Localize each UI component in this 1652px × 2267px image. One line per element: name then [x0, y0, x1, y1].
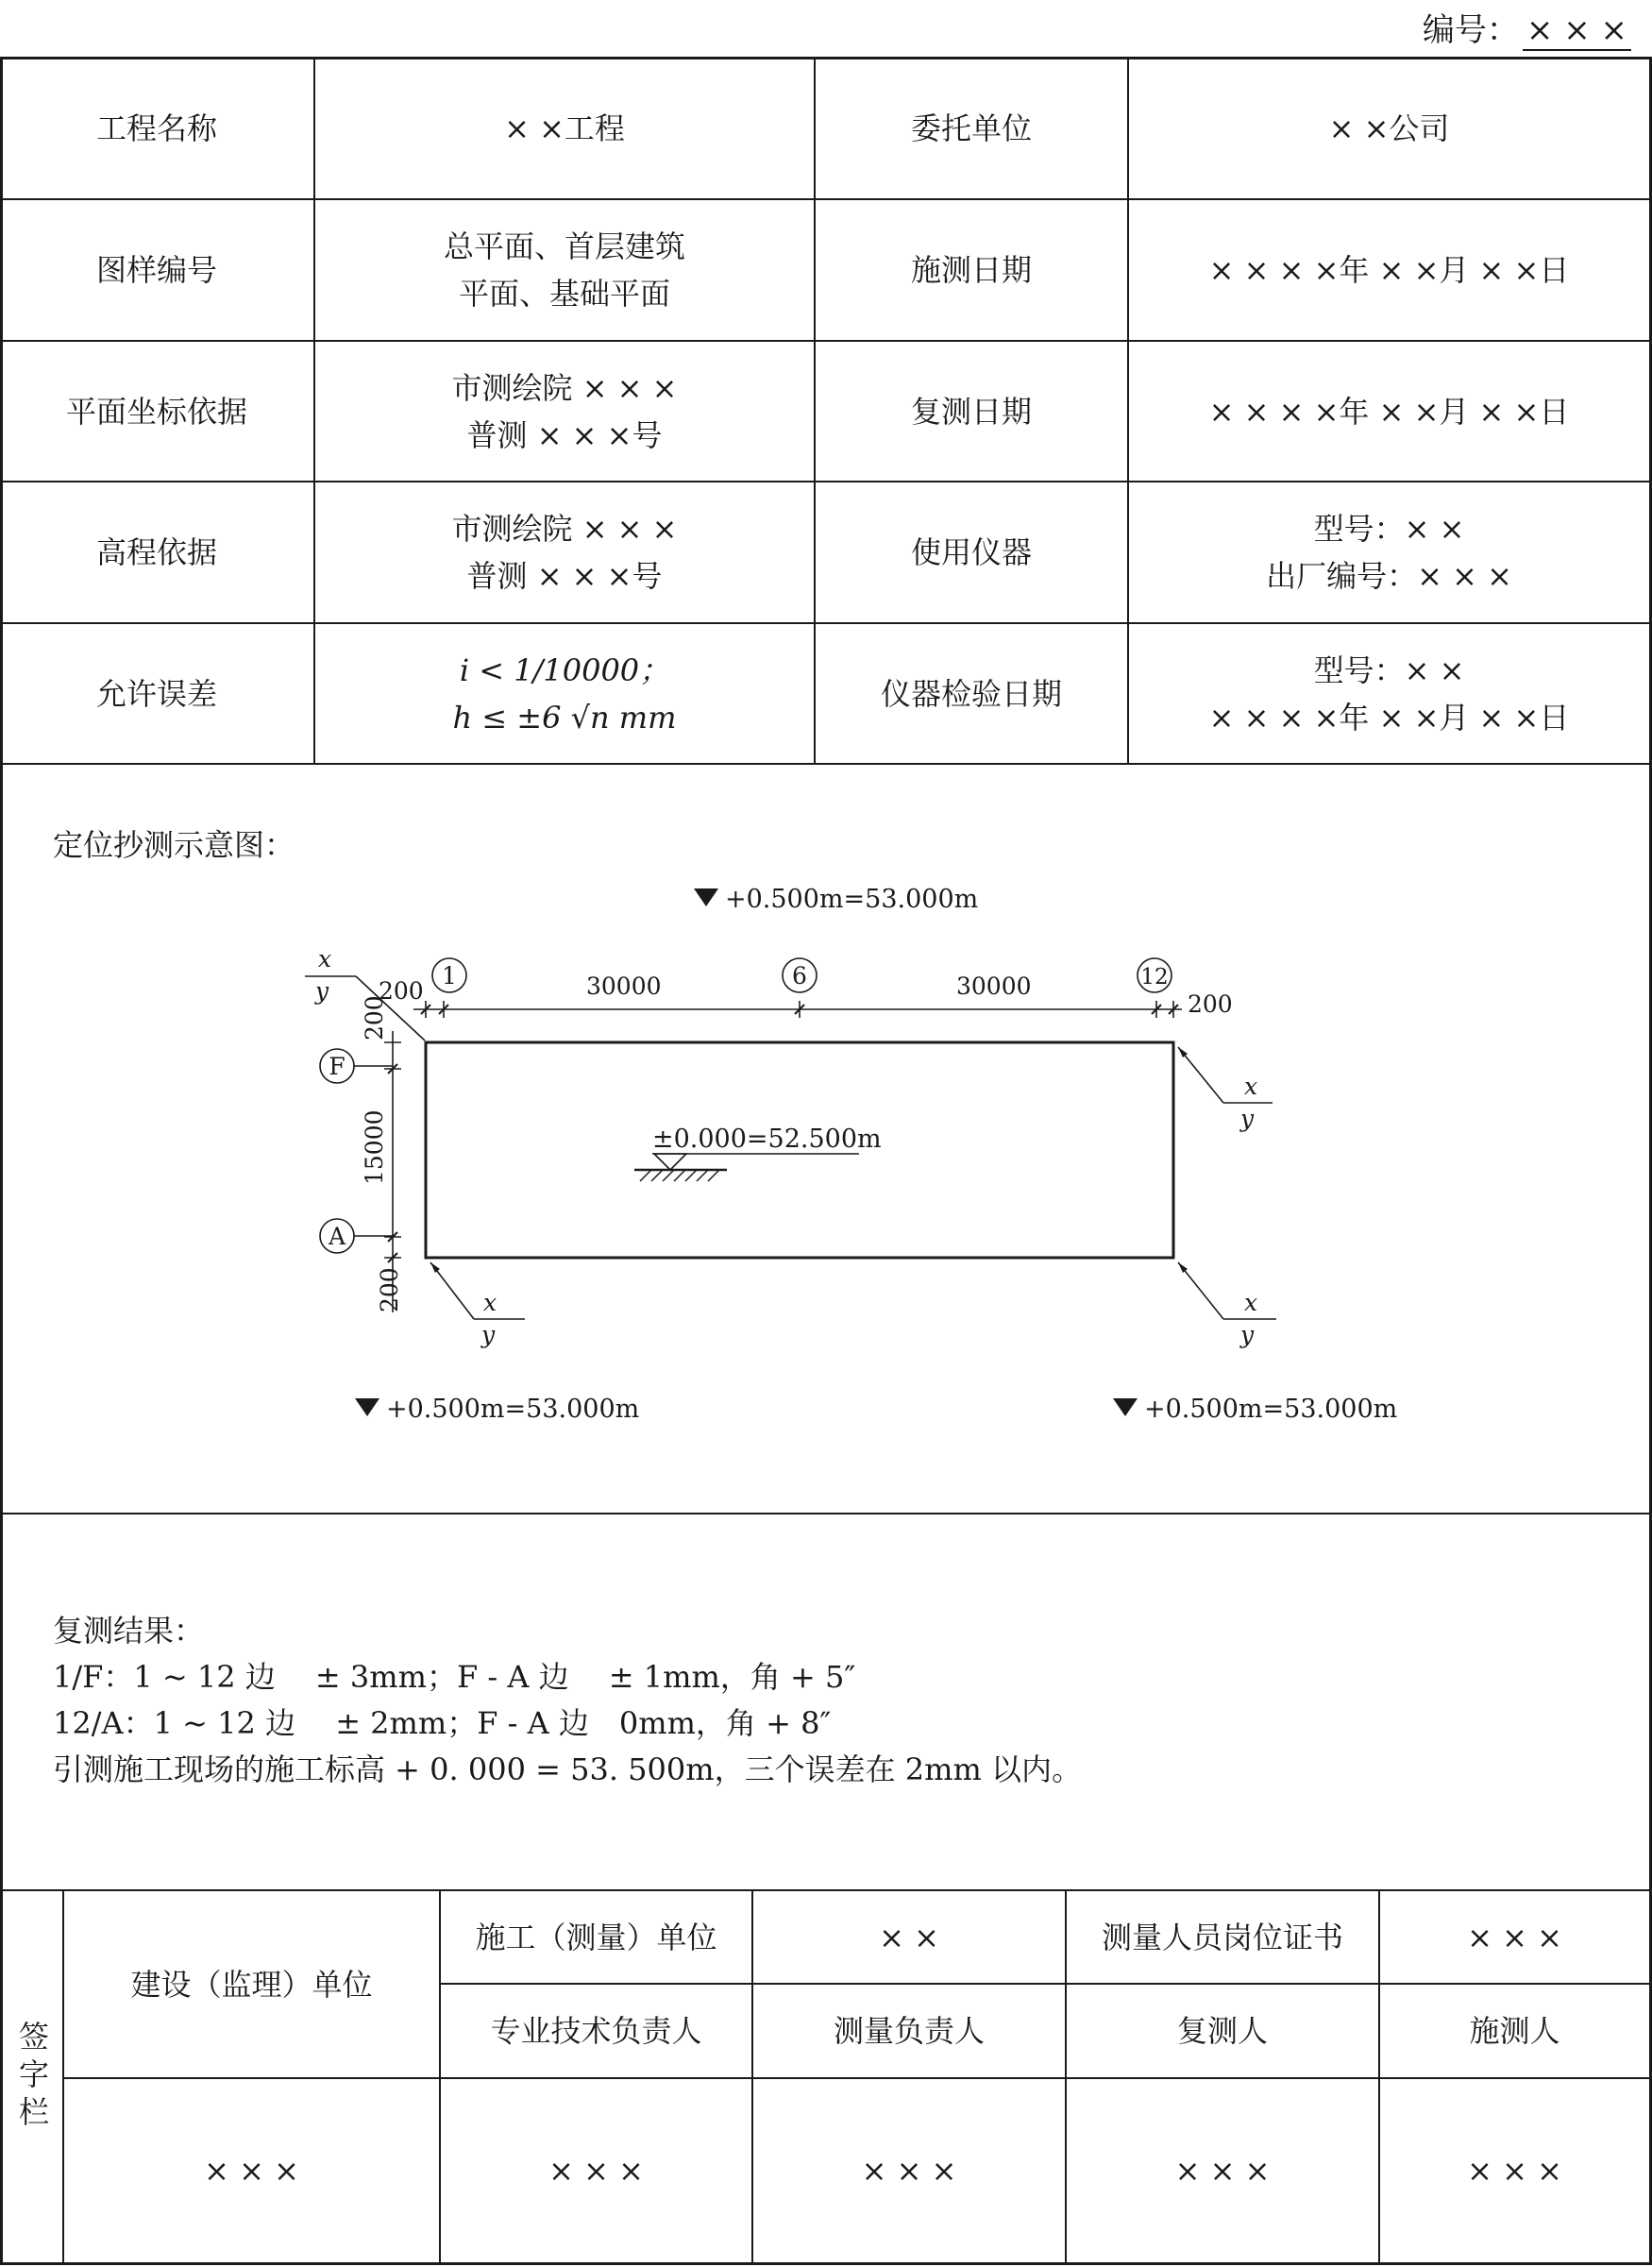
label-calibration-date: 仪器检验日期: [880, 675, 1062, 712]
label-plane-coord-basis: 平面坐标依据: [65, 393, 247, 430]
certificate-value: × × ×: [1467, 1919, 1562, 1955]
label-elevation-basis: 高程依据: [95, 534, 217, 570]
results-line-1: 1/F：1 ~ 12 边 ± 3mm；F - A 边 ± 1mm，角 + 5″: [53, 1659, 856, 1695]
surveyor-signer: × × ×: [1467, 2153, 1562, 2189]
value-plane-coord-basis: 市测绘院 × × × 普测 × × ×号: [451, 369, 678, 453]
elevation-marker-icon: [654, 1154, 686, 1170]
dim-span-1-6: 30000: [586, 973, 662, 1000]
benchmark-bottom-right: +0.500m=53.000m: [1144, 1395, 1398, 1424]
role-surveyor: 施测人: [1469, 2013, 1560, 2049]
value-resurvey-date: × × × ×年 × ×月 × ×日: [1208, 393, 1570, 430]
coord-x-tr: x: [1244, 1073, 1258, 1100]
benchmark-bottom-left: +0.500m=53.000m: [386, 1395, 640, 1424]
axis-label-12: 12: [1140, 965, 1169, 990]
benchmark-triangle-icon: [694, 888, 718, 906]
positioning-diagram: [0, 765, 1652, 1511]
label-tolerance: 允许误差: [95, 675, 217, 712]
coord-x-tl: x: [318, 945, 332, 973]
construction-unit-label: 施工（测量）单位: [475, 1919, 717, 1955]
label-drawing-no: 图样编号: [95, 252, 217, 288]
dim-offset-left: 200: [379, 977, 424, 1005]
coord-y-br: y: [1240, 1321, 1255, 1348]
results-title: 复测结果：: [53, 1613, 205, 1649]
benchmark-top: +0.500m=53.000m: [725, 885, 979, 914]
coord-y-tl: y: [315, 977, 329, 1005]
value-elevation-basis: 市测绘院 × × × 普测 × × ×号: [451, 511, 678, 594]
axis-label-6: 6: [792, 962, 807, 990]
role-resurveyor: 复测人: [1176, 2013, 1268, 2049]
dim-offset-right: 200: [1188, 990, 1233, 1018]
label-resurvey-date: 复测日期: [910, 393, 1032, 430]
dim-offset-bottom: 200: [376, 1267, 403, 1312]
coord-x-br: x: [1244, 1289, 1258, 1316]
value-calibration-date: 型号：× × × × × ×年 × ×月 × ×日: [1208, 651, 1570, 736]
results-line-2: 12/A：1 ~ 12 边 ± 2mm；F - A 边 0mm，角 + 8″: [53, 1705, 832, 1741]
certificate-label: 测量人员岗位证书: [1101, 1919, 1343, 1955]
label-client: 委托单位: [910, 110, 1032, 146]
dim-offset-top: 200: [361, 995, 388, 1040]
diagram-title: 定位抄测示意图：: [53, 827, 295, 863]
value-client: × ×公司: [1328, 110, 1450, 146]
serial-label: 编号：: [1422, 11, 1519, 49]
serial-number: [1423, 4, 1631, 51]
dim-span-F-A: 15000: [361, 1109, 388, 1185]
results-line-3: 引测施工现场的施工标高 + 0. 000 = 53. 500m，三个误差在 2mm 以内。: [53, 1751, 1082, 1787]
owner-unit-label: 建设（监理）单位: [130, 1966, 373, 2003]
value-drawing-no: 总平面、首层建筑 平面、基础平面: [443, 228, 685, 312]
value-tolerance: i < 1/10000； h ≤ ±6 √n mm: [452, 651, 677, 736]
serial-value: × × ×: [1523, 11, 1631, 51]
elevation-label: ±0.000=52.500m: [652, 1125, 882, 1154]
dim-span-6-12: 30000: [956, 973, 1032, 1000]
coord-y-bl: y: [481, 1321, 496, 1348]
role-survey-lead: 测量负责人: [833, 2013, 985, 2049]
benchmark-triangle-bl-icon: [355, 1398, 379, 1416]
survey-lead-signer: × × ×: [861, 2153, 957, 2189]
coord-y-tr: y: [1240, 1105, 1255, 1132]
benchmark-triangle-br-icon: [1113, 1398, 1138, 1416]
axis-label-F: F: [329, 1053, 346, 1080]
label-survey-date: 施测日期: [910, 252, 1032, 288]
coord-x-bl: x: [483, 1289, 497, 1316]
value-survey-date: × × × ×年 × ×月 × ×日: [1208, 252, 1570, 288]
value-project-name: × ×工程: [504, 110, 625, 146]
axis-label-1: 1: [442, 962, 457, 990]
label-instrument: 使用仪器: [910, 534, 1032, 570]
resurveyor-signer: × × ×: [1174, 2153, 1271, 2189]
role-tech-lead: 专业技术负责人: [490, 2013, 702, 2049]
axis-label-A: A: [328, 1223, 346, 1250]
value-instrument: 型号：× × 出厂编号：× × ×: [1266, 511, 1512, 594]
signature-side-label: 签字栏: [14, 2020, 50, 2134]
tech-lead-signer: × × ×: [548, 2153, 644, 2189]
owner-signer: × × ×: [204, 2153, 299, 2189]
label-project-name: 工程名称: [95, 110, 217, 146]
construction-unit-value: × ×: [879, 1919, 939, 1955]
